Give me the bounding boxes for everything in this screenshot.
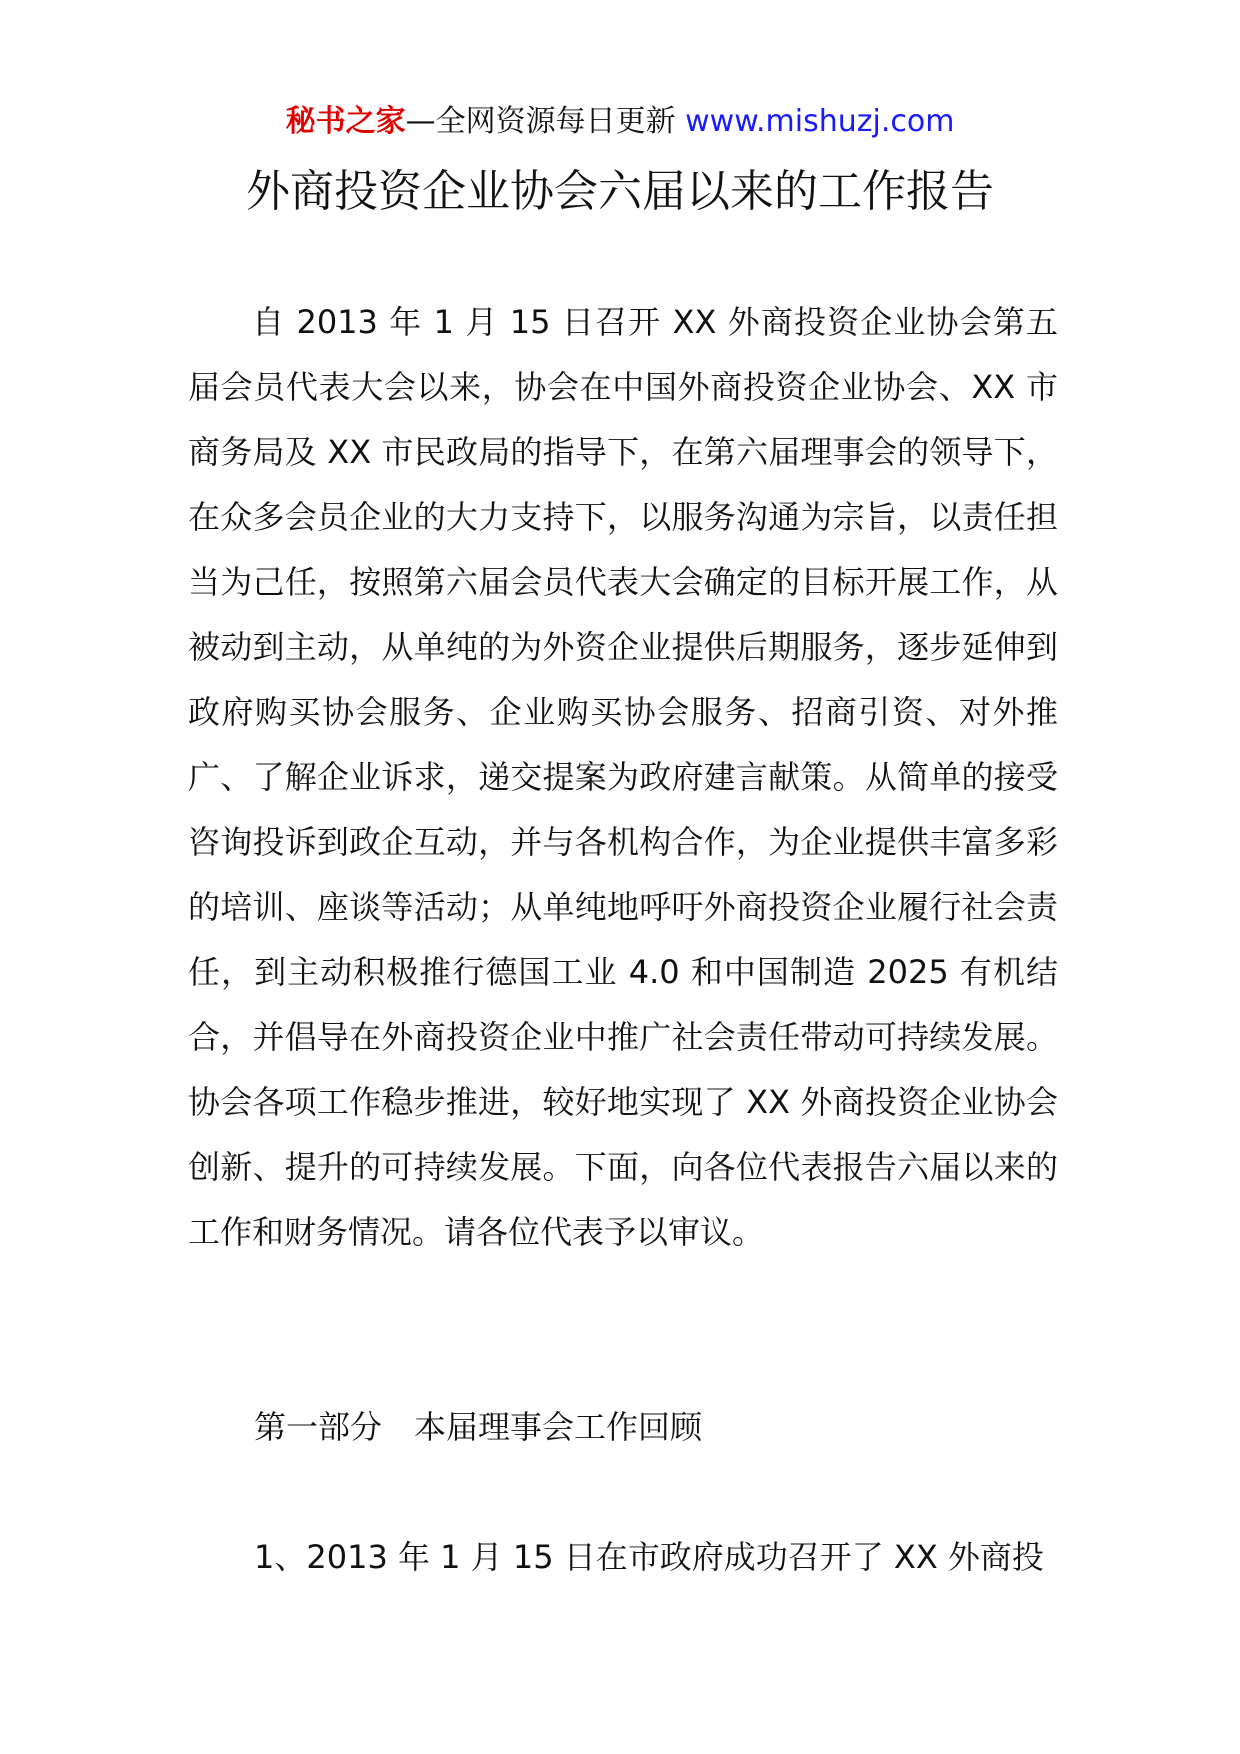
brand-name: 秘书之家 xyxy=(285,104,406,139)
section-heading: 第一部分 本届理事会工作回顾 xyxy=(254,1408,703,1446)
intro-paragraph: 自 2013 年 1 月 15 日召开 XX 外商投资企业协会第五届会员代表大会以来，协会在中国外商投资企业协会、XX 市商务局及 XX 市民政局的指导下，在第六届理事会的领导下，在众多会员企业的大力支持下，以服务沟通为宗旨，以责任担当为己任，按照第六届会员代表大会确定的目标开展工作，从被动到主动，从单纯的为外资企业提供后期服务，逐步延伸到政府购买协会服务、企业购买协会服务、招商引资、对外推广、了解企业诉求，递交提案为政府建言献策。从简单的接受咨询投诉到政企互动，并与各机构合作，为企业提供丰富多彩的培训、座谈等活动；从单纯地呼吁外商投资企业履行社会责任，到主动积极推行德国工业 4.0 和中国制造 2025 有机结合，并倡导在外商投资企业中推广社会责任带动可持续发展。协会各项工作稳步推进，较好地实现了 XX 外商投资企业协会创新、提升的可持续发展。下面，向各位代表报告六届以来的工作和财务情况。请各位代表予以审议。 xyxy=(188,303,1058,1251)
header-slogan: —全网资源每日更新 xyxy=(405,104,676,139)
site-header xyxy=(0,100,1240,144)
document-title: 外商投资企业协会六届以来的工作报告 xyxy=(246,166,994,217)
site-url-link[interactable]: www.mishuzj.com xyxy=(685,104,955,139)
item-paragraph-1: 1、2013 年 1 月 15 日在市政府成功召开了 XX 外商投 xyxy=(254,1538,1044,1576)
